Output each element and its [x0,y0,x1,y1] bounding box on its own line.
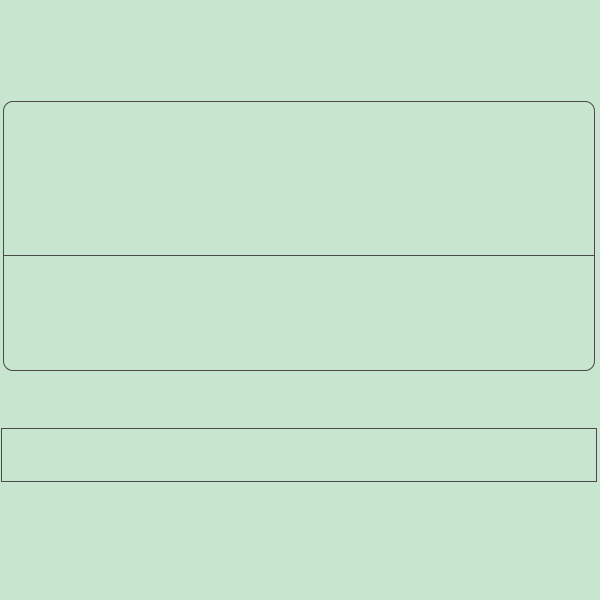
packaging-table [1,428,597,482]
table-divider [4,255,594,256]
parameters-table [3,101,595,371]
